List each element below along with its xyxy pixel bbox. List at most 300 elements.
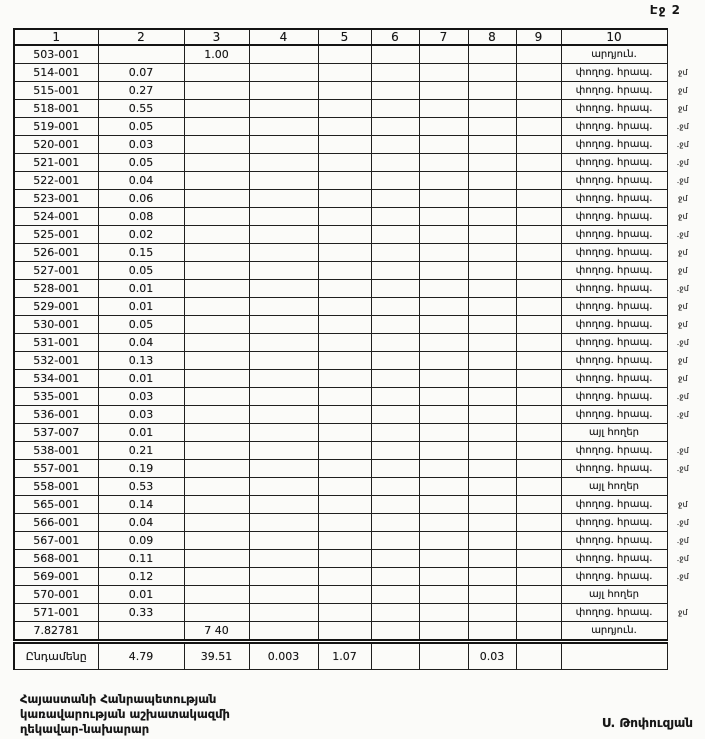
value-cell [318, 172, 371, 190]
value-cell [249, 442, 318, 460]
value-cell [468, 568, 516, 586]
value-cell [318, 352, 371, 370]
value-cell [318, 118, 371, 136]
code-cell: 527-001 [14, 262, 98, 280]
value-cell: 1.07 [318, 642, 371, 670]
code-cell: 566-001 [14, 514, 98, 532]
value-cell [371, 388, 419, 406]
code-cell: 536-001 [14, 406, 98, 424]
value-cell [468, 82, 516, 100]
margin-note: ջմ [677, 374, 688, 383]
margin-note: ջմ [677, 68, 688, 77]
land-type-cell: փողոց. հրապ. [561, 226, 667, 244]
land-type-cell: փողոց. հրապ. [561, 316, 667, 334]
value-cell [516, 622, 561, 642]
value-cell: 0.01 [98, 424, 184, 442]
value-cell [419, 460, 468, 478]
value-cell [468, 298, 516, 316]
value-cell [468, 550, 516, 568]
value-cell [516, 45, 561, 64]
value-cell: 0.01 [98, 586, 184, 604]
code-cell: 558-001 [14, 478, 98, 496]
value-cell [468, 388, 516, 406]
value-cell [249, 460, 318, 478]
value-cell [318, 550, 371, 568]
table-body [14, 45, 699, 670]
table-row [14, 172, 699, 190]
land-type-cell: փողոց. հրապ. [561, 532, 667, 550]
table-row [14, 190, 699, 208]
column-header: 8 [468, 29, 516, 45]
table-row [14, 82, 699, 100]
value-cell [516, 604, 561, 622]
value-cell [516, 496, 561, 514]
value-cell [371, 642, 419, 670]
value-cell [468, 532, 516, 550]
land-type-cell: փողոց. հրապ. [561, 100, 667, 118]
value-cell [371, 226, 419, 244]
value-cell [318, 568, 371, 586]
value-cell [371, 370, 419, 388]
value-cell [184, 406, 249, 424]
value-cell [184, 370, 249, 388]
value-cell [516, 460, 561, 478]
value-cell [184, 604, 249, 622]
value-cell [468, 136, 516, 154]
value-cell [371, 514, 419, 532]
table-row [14, 532, 699, 550]
margin-note: ջմ [677, 86, 688, 95]
value-cell [98, 45, 184, 64]
land-type-cell: փողոց. հրապ. [561, 568, 667, 586]
value-cell [249, 154, 318, 172]
issuer-line: Հայաստանի Հանրապետության [20, 692, 217, 706]
value-cell [419, 478, 468, 496]
value-cell [419, 64, 468, 82]
value-cell [249, 550, 318, 568]
land-type-cell: փողոց. հրապ. [561, 82, 667, 100]
value-cell [184, 244, 249, 262]
value-cell [419, 100, 468, 118]
land-type-cell: փողոց. հրապ. [561, 64, 667, 82]
value-cell [249, 604, 318, 622]
value-cell [184, 460, 249, 478]
table-row [14, 604, 699, 622]
value-cell: 0.15 [98, 244, 184, 262]
value-cell [371, 352, 419, 370]
table-row [14, 100, 699, 118]
table-row [14, 406, 699, 424]
value-cell [249, 478, 318, 496]
margin-note: .ջմ [676, 338, 689, 347]
value-cell [468, 442, 516, 460]
margin-note: .ջմ [676, 284, 689, 293]
code-cell: 534-001 [14, 370, 98, 388]
value-cell [249, 406, 318, 424]
value-cell [516, 172, 561, 190]
code-cell: 569-001 [14, 568, 98, 586]
value-cell [184, 424, 249, 442]
value-cell [516, 532, 561, 550]
value-cell [249, 64, 318, 82]
value-cell [184, 298, 249, 316]
value-cell: 0.01 [98, 280, 184, 298]
value-cell [516, 406, 561, 424]
value-cell [419, 352, 468, 370]
value-cell [318, 154, 371, 172]
table-row [14, 154, 699, 172]
value-cell [318, 424, 371, 442]
value-cell [371, 532, 419, 550]
value-cell [249, 82, 318, 100]
value-cell [516, 100, 561, 118]
table-row [14, 208, 699, 226]
value-cell [318, 298, 371, 316]
value-cell [249, 514, 318, 532]
value-cell [468, 280, 516, 298]
code-cell: 565-001 [14, 496, 98, 514]
value-cell [98, 622, 184, 642]
value-cell [419, 642, 468, 670]
margin-note: .ջմ [676, 140, 689, 149]
value-cell [468, 64, 516, 82]
land-type-cell: փողոց. հրապ. [561, 550, 667, 568]
value-cell [516, 298, 561, 316]
value-cell [249, 208, 318, 226]
value-cell [468, 316, 516, 334]
value-cell: 0.04 [98, 172, 184, 190]
value-cell [419, 190, 468, 208]
value-cell [371, 118, 419, 136]
value-cell [516, 550, 561, 568]
value-cell [184, 64, 249, 82]
value-cell [318, 226, 371, 244]
value-cell [318, 532, 371, 550]
value-cell [371, 424, 419, 442]
value-cell [318, 280, 371, 298]
land-type-cell: փողոց. հրապ. [561, 514, 667, 532]
table-row [14, 442, 699, 460]
value-cell [468, 604, 516, 622]
value-cell: 1.00 [184, 45, 249, 64]
land-type-cell: փողոց. հրապ. [561, 334, 667, 352]
column-header: 7 [419, 29, 468, 45]
value-cell [184, 82, 249, 100]
table-row [14, 388, 699, 406]
value-cell [468, 424, 516, 442]
value-cell [371, 136, 419, 154]
value-cell [516, 478, 561, 496]
value-cell: 0.03 [98, 406, 184, 424]
margin-note [667, 424, 699, 442]
value-cell [468, 514, 516, 532]
table-row [14, 118, 699, 136]
land-type-cell: այլ հողեր [561, 478, 667, 496]
value-cell [184, 388, 249, 406]
value-cell [371, 550, 419, 568]
table-row [14, 298, 699, 316]
value-cell [419, 226, 468, 244]
land-type-cell: փողոց. հրապ. [561, 352, 667, 370]
value-cell [516, 352, 561, 370]
column-header: 6 [371, 29, 419, 45]
table-row [14, 45, 699, 64]
margin-note: ջմ [677, 608, 688, 617]
value-cell [419, 82, 468, 100]
column-header: 3 [184, 29, 249, 45]
code-cell: 521-001 [14, 154, 98, 172]
value-cell [318, 334, 371, 352]
margin-note: ջմ [677, 194, 688, 203]
value-cell [249, 45, 318, 64]
value-cell [184, 190, 249, 208]
value-cell [468, 406, 516, 424]
value-cell [468, 226, 516, 244]
value-cell [318, 622, 371, 642]
value-cell: 39.51 [184, 642, 249, 670]
value-cell [184, 226, 249, 244]
value-cell [318, 262, 371, 280]
value-cell [184, 262, 249, 280]
value-cell: 7 40 [184, 622, 249, 642]
value-cell [516, 208, 561, 226]
value-cell: 0.04 [98, 514, 184, 532]
value-cell [468, 118, 516, 136]
value-cell: 0.003 [249, 642, 318, 670]
code-cell: 518-001 [14, 100, 98, 118]
data-table [13, 28, 700, 670]
value-cell [249, 388, 318, 406]
code-cell: 515-001 [14, 82, 98, 100]
column-header: 1 [14, 29, 98, 45]
code-cell: 528-001 [14, 280, 98, 298]
value-cell [419, 118, 468, 136]
code-cell: 503-001 [14, 45, 98, 64]
header-row [14, 29, 699, 45]
land-type-cell: արդյուն. [561, 622, 667, 642]
value-cell [419, 514, 468, 532]
table-row [14, 334, 699, 352]
value-cell [371, 244, 419, 262]
issuer-block [20, 692, 230, 738]
value-cell [371, 172, 419, 190]
margin-note: .ջմ [676, 446, 689, 455]
code-cell: 523-001 [14, 190, 98, 208]
value-cell [371, 478, 419, 496]
value-cell [516, 226, 561, 244]
value-cell: 0.04 [98, 334, 184, 352]
margin-note [667, 586, 699, 604]
value-cell [371, 208, 419, 226]
value-cell: 4.79 [98, 642, 184, 670]
code-cell: 7.82781 [14, 622, 98, 642]
table-row [14, 496, 699, 514]
land-type-cell: փողոց. հրապ. [561, 190, 667, 208]
value-cell [516, 136, 561, 154]
value-cell [249, 334, 318, 352]
value-cell [318, 478, 371, 496]
value-cell [468, 154, 516, 172]
value-cell [318, 460, 371, 478]
value-cell [184, 136, 249, 154]
value-cell [516, 514, 561, 532]
value-cell [371, 460, 419, 478]
issuer-line: ղեկավար-նախարար [20, 722, 150, 737]
value-cell [249, 622, 318, 642]
table-row [14, 262, 699, 280]
value-cell: 0.11 [98, 550, 184, 568]
code-cell: 535-001 [14, 388, 98, 406]
value-cell [318, 514, 371, 532]
code-cell: 531-001 [14, 334, 98, 352]
value-cell [318, 442, 371, 460]
value-cell [318, 316, 371, 334]
value-cell [371, 154, 419, 172]
value-cell: 0.53 [98, 478, 184, 496]
value-cell [419, 496, 468, 514]
value-cell [249, 244, 318, 262]
margin-note: ջմ [677, 104, 688, 113]
margin-note: ջմ [677, 248, 688, 257]
value-cell [318, 604, 371, 622]
value-cell: 0.05 [98, 118, 184, 136]
land-type-cell: փողոց. հրապ. [561, 262, 667, 280]
value-cell [516, 568, 561, 586]
value-cell [468, 586, 516, 604]
land-type-cell: փողոց. հրապ. [561, 298, 667, 316]
value-cell [516, 190, 561, 208]
value-cell [371, 190, 419, 208]
code-cell: 571-001 [14, 604, 98, 622]
land-type-cell: փողոց. հրապ. [561, 280, 667, 298]
value-cell [371, 496, 419, 514]
value-cell [184, 514, 249, 532]
column-header: 10 [561, 29, 667, 45]
table-row [14, 136, 699, 154]
table-row [14, 478, 699, 496]
value-cell [468, 45, 516, 64]
value-cell [249, 190, 318, 208]
value-cell [318, 388, 371, 406]
value-cell: 0.33 [98, 604, 184, 622]
value-cell [468, 100, 516, 118]
table-row [14, 550, 699, 568]
table-row [14, 586, 699, 604]
value-cell [249, 496, 318, 514]
value-cell [318, 136, 371, 154]
column-header: 5 [318, 29, 371, 45]
value-cell [371, 45, 419, 64]
value-cell [419, 244, 468, 262]
margin-note: .ջմ [676, 518, 689, 527]
value-cell [468, 352, 516, 370]
land-type-cell [561, 642, 667, 670]
table-row [14, 64, 699, 82]
value-cell [318, 100, 371, 118]
table-row [14, 226, 699, 244]
total-label-cell: Ընդամենը [14, 642, 98, 670]
code-cell: 557-001 [14, 460, 98, 478]
value-cell [184, 568, 249, 586]
value-cell [419, 568, 468, 586]
value-cell [468, 208, 516, 226]
value-cell: 0.27 [98, 82, 184, 100]
value-cell [419, 208, 468, 226]
value-cell [249, 118, 318, 136]
land-type-cell: փողոց. հրապ. [561, 118, 667, 136]
value-cell [249, 424, 318, 442]
value-cell [516, 334, 561, 352]
table-row [14, 280, 699, 298]
code-cell: 532-001 [14, 352, 98, 370]
value-cell: 0.12 [98, 568, 184, 586]
value-cell [318, 82, 371, 100]
value-cell [318, 586, 371, 604]
value-cell: 0.21 [98, 442, 184, 460]
margin-note: ջմ [677, 320, 688, 329]
value-cell [516, 388, 561, 406]
margin-note: ջմ [677, 356, 688, 365]
value-cell [371, 568, 419, 586]
value-cell [371, 100, 419, 118]
value-cell [419, 424, 468, 442]
column-header: 2 [98, 29, 184, 45]
margin-note: ջմ [677, 266, 688, 275]
value-cell [318, 64, 371, 82]
table-row [14, 352, 699, 370]
value-cell [249, 136, 318, 154]
value-cell [468, 190, 516, 208]
value-cell [516, 280, 561, 298]
value-cell: 0.05 [98, 154, 184, 172]
margin-note [667, 642, 699, 670]
value-cell [318, 406, 371, 424]
value-cell [318, 244, 371, 262]
value-cell [184, 172, 249, 190]
value-cell [516, 586, 561, 604]
value-cell: 0.05 [98, 262, 184, 280]
land-type-cell: արդյուն. [561, 45, 667, 64]
value-cell [318, 190, 371, 208]
value-cell [318, 370, 371, 388]
value-cell [184, 100, 249, 118]
value-cell [184, 532, 249, 550]
value-cell [249, 262, 318, 280]
value-cell [419, 316, 468, 334]
code-cell: 567-001 [14, 532, 98, 550]
value-cell [468, 460, 516, 478]
value-cell [371, 604, 419, 622]
value-cell [184, 280, 249, 298]
value-cell [249, 226, 318, 244]
value-cell [516, 316, 561, 334]
value-cell [371, 622, 419, 642]
code-cell: 568-001 [14, 550, 98, 568]
page-number: Էջ 2 [649, 3, 681, 17]
margin-note: ջմ [677, 302, 688, 311]
value-cell [419, 136, 468, 154]
value-cell: 0.03 [98, 136, 184, 154]
value-cell [249, 280, 318, 298]
margin-note: .ջմ [676, 572, 689, 581]
value-cell [184, 316, 249, 334]
value-cell [468, 244, 516, 262]
value-cell [249, 298, 318, 316]
value-cell: 0.05 [98, 316, 184, 334]
value-cell [249, 532, 318, 550]
land-type-cell: փողոց. հրապ. [561, 172, 667, 190]
value-cell [184, 154, 249, 172]
